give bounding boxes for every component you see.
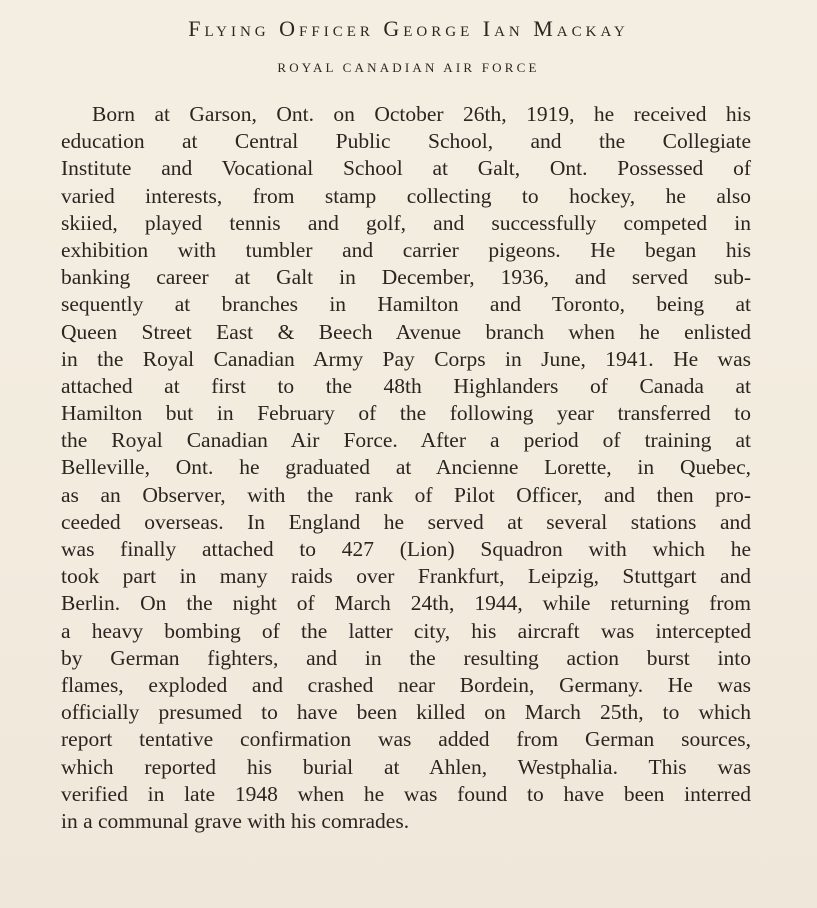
paragraph-line: education at Central Public School, and the Collegiate xyxy=(61,129,751,154)
paragraph-line: flames, exploded and crashed near Bordein, Germany. He was xyxy=(61,672,751,697)
paragraph-line: report tentative confirmation was added from German sources, xyxy=(61,727,751,752)
paragraph-line: in the Royal Canadian Army Pay Corps in June, 1941. He was xyxy=(61,346,751,371)
paragraph-line: attached at first to the 48th Highlanders of Canada at xyxy=(61,373,751,398)
paragraph-line: Belleville, Ont. he graduated at Ancienne Lorette, in Quebec, xyxy=(61,455,751,480)
paragraph-line: varied interests, from stamp collecting to hockey, he also xyxy=(61,183,751,208)
paragraph-line: ceeded overseas. In England he served at several stations and xyxy=(61,509,751,534)
biography-paragraph xyxy=(61,101,751,835)
paragraph-line: a heavy bombing of the latter city, his aircraft was intercepted xyxy=(61,618,751,643)
paragraph-line: Queen Street East & Beech Avenue branch when he enlisted xyxy=(61,319,751,344)
paragraph-line: took part in many raids over Frankfurt, Leipzig, Stuttgart and xyxy=(61,564,751,589)
paragraph-line: which reported his burial at Ahlen, Westphalia. This was xyxy=(61,754,751,779)
paragraph-line: by German fighters, and in the resulting action burst into xyxy=(61,645,751,670)
paragraph-line: Institute and Vocational School at Galt, Ont. Possessed of xyxy=(61,156,751,181)
paragraph-line: the Royal Canadian Air Force. After a period of training at xyxy=(61,428,751,453)
paragraph-line: Born at Garson, Ont. on October 26th, 1919, he received his xyxy=(92,102,751,126)
page-title: Flying Officer George Ian Mackay xyxy=(188,16,629,41)
paragraph-line: exhibition with tumbler and carrier pigeons. He began his xyxy=(61,237,751,262)
paragraph-line: Hamilton but in February of the following year transferred to xyxy=(61,401,751,426)
paragraph-line: sequently at branches in Hamilton and Toronto, being at xyxy=(61,292,751,317)
paragraph-line: in a communal grave with his comrades. xyxy=(61,808,410,833)
paragraph-line: as an Observer, with the rank of Pilot Officer, and then pro- xyxy=(61,482,751,507)
page-subtitle: ROYAL CANADIAN AIR FORCE xyxy=(277,60,540,75)
paragraph-line: Berlin. On the night of March 24th, 1944, while returning from xyxy=(61,591,751,616)
paragraph-line: was finally attached to 427 (Lion) Squadron with which he xyxy=(61,537,751,561)
paragraph-line: officially presumed to have been killed on March 25th, to which xyxy=(61,700,751,725)
paragraph-line: verified in late 1948 when he was found to have been interred xyxy=(61,781,751,806)
paragraph-line: banking career at Galt in December, 1936, and served sub- xyxy=(61,265,751,290)
paragraph-line: skiied, played tennis and golf, and successfully competed in xyxy=(61,210,751,235)
